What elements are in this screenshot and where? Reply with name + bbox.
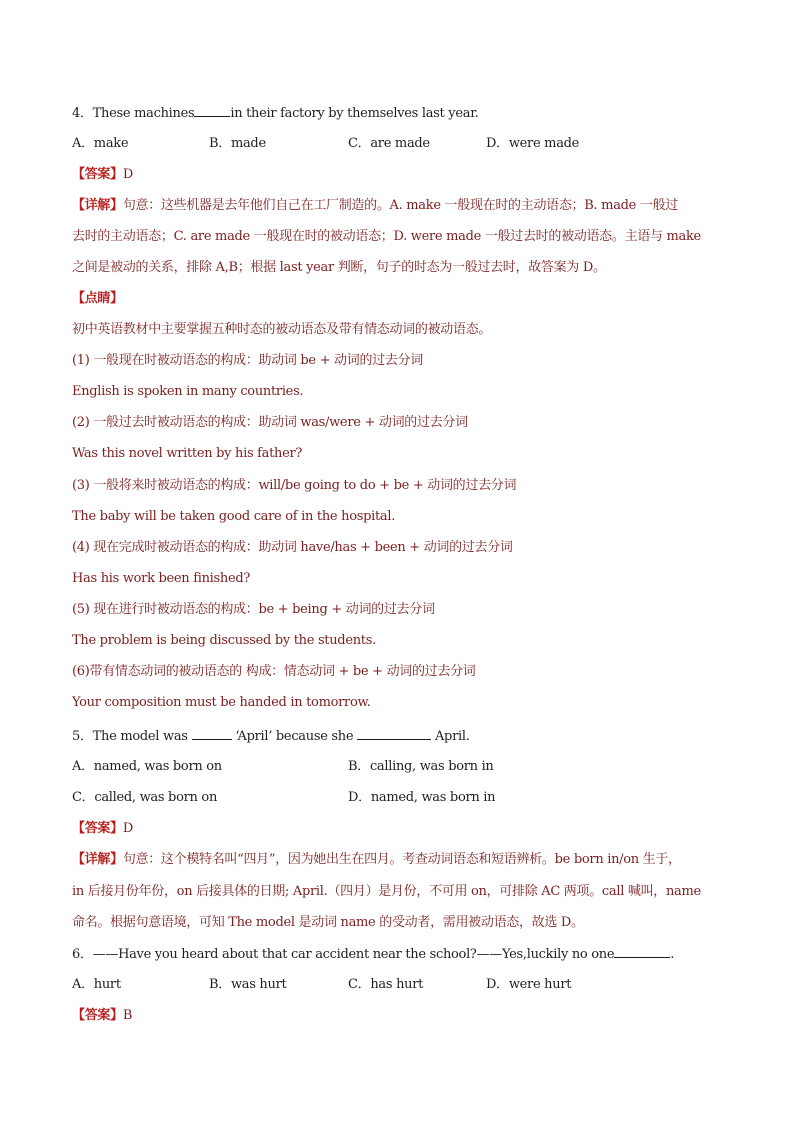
- example-2: Was this novel written by his father?: [72, 446, 303, 461]
- q4-option-c: C．are made: [348, 136, 430, 151]
- rule-6: (6)带有情态动词的被动语态的 构成：情态动词 + be + 动词的过去分词: [72, 664, 476, 679]
- q4-option-b: B．made: [209, 136, 266, 151]
- q5-option-c: C．called, was born on: [72, 790, 218, 805]
- q5-detail-line-1: 【详解】句意：这个模特名叫“四月”，因为她出生在四月。考查动词语态和短语辨析。be born in/on 生于，: [72, 852, 681, 867]
- q6-option-a: A．hurt: [72, 977, 121, 992]
- example-4: Has his work been finished?: [72, 571, 251, 586]
- q5-blank-1: [192, 726, 232, 740]
- example-6: Your composition must be handed in tomorrow.: [72, 695, 371, 710]
- q6-answer: 【答案】B: [72, 1008, 133, 1023]
- example-5: The problem is being discussed by the students.: [72, 633, 376, 648]
- rule-5: (5) 现在进行时被动语态的构成：be + being + 动词的过去分词: [72, 602, 435, 617]
- q4-tip-label: 【点睛】: [72, 291, 123, 306]
- q5-stem: 5．The model was ‘April’ because she April.: [72, 726, 470, 747]
- q4-detail-line-3: 之间是被动的关系，排除 A,B；根据 last year 判断，句子的时态为一般过去时，故答案为 D。: [72, 260, 606, 275]
- example-1: English is spoken in many countries.: [72, 384, 304, 399]
- q6-option-d: D．were hurt: [486, 977, 572, 992]
- q6-stem: 6．——Have you heard about that car accident near the school?——Yes,luckily no one .: [72, 944, 674, 965]
- q5-option-a: A．named, was born on: [72, 759, 222, 774]
- q4-option-a: A．make: [72, 136, 129, 151]
- example-3: The baby will be taken good care of in the hospital.: [72, 509, 396, 524]
- rule-4: (4) 现在完成时被动语态的构成：助动词 have/has + been + 动词的过去分词: [72, 540, 513, 555]
- q5-detail-line-2: in 后接月份年份，on 后接具体的日期; April.（四月）是月份，不可用 on，可排除 AC 两项。call 喊叫，name: [72, 884, 701, 899]
- q5-option-d: D．named, was born in: [348, 790, 496, 805]
- q6-option-b: B．was hurt: [209, 977, 287, 992]
- q6-blank: [614, 944, 670, 958]
- q4-detail-line-1: 【详解】句意：这些机器是去年他们自己在工厂制造的。A. make 一般现在时的主动语态；B. made 一般过: [72, 198, 678, 213]
- q4-tip-intro: 初中英语教材中主要掌握五种时态的被动语态及带有情态动词的被动语态。: [72, 322, 492, 337]
- q5-answer: 【答案】D: [72, 821, 133, 836]
- q4-blank: [194, 103, 230, 117]
- rule-2: (2) 一般过去时被动语态的构成：助动词 was/were + 动词的过去分词: [72, 415, 468, 430]
- q4-option-d: D．were made: [486, 136, 580, 151]
- q6-option-c: C．has hurt: [348, 977, 424, 992]
- q5-detail-line-3: 命名。根据句意语境，可知 The model 是动词 name 的受动者，需用被动语态，故选 D。: [72, 915, 584, 930]
- rule-3: (3) 一般将来时被动语态的构成：will/be going to do + be + 动词的过去分词: [72, 478, 517, 493]
- q4-answer: 【答案】D: [72, 167, 133, 182]
- q4-detail-line-2: 去时的主动语态；C. are made 一般现在时的被动语态；D. were made 一般过去时的被动语态。主语与 make: [72, 229, 701, 244]
- q5-blank-2: [357, 726, 431, 740]
- q5-option-b: B．calling, was born in: [348, 759, 494, 774]
- rule-1: (1) 一般现在时被动语态的构成：助动词 be + 动词的过去分词: [72, 353, 423, 368]
- q4-stem: 4．These machines in their factory by themselves last year.: [72, 103, 479, 124]
